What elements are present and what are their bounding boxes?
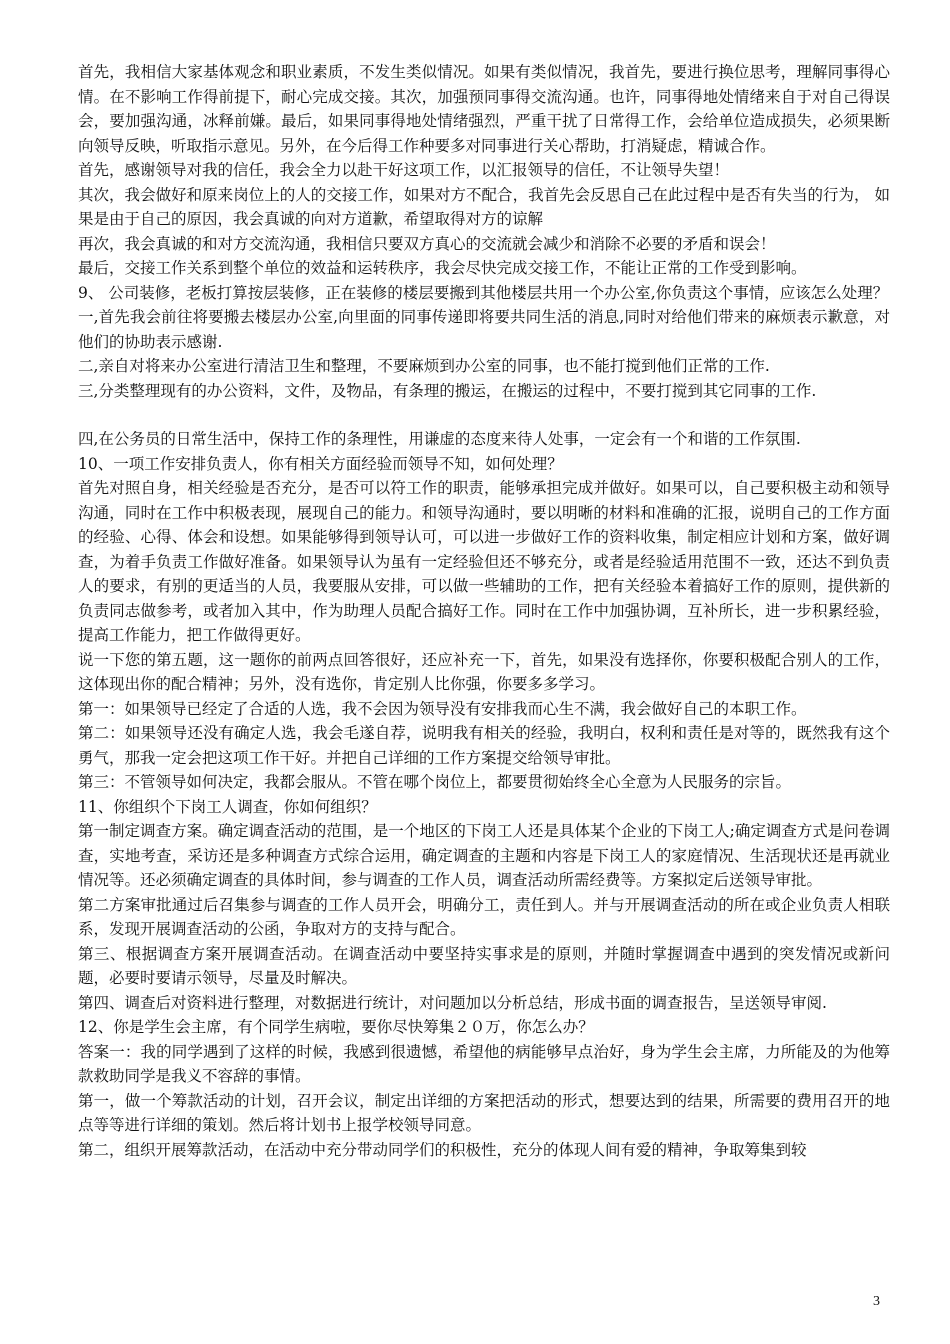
paragraph: 最后，交接工作关系到整个单位的效益和运转秩序，我会尽快完成交接工作，不能让正常的工作受到影响。 — [78, 259, 807, 277]
paragraph: 第二：如果领导还没有确定人选，我会毛遂自荐，说明我有相关的经验，我明白，权利和责任是对等的，既然我有这个勇气，那我一定会把这项工作干好。并把自己详细的工作方案提交给领导审批。 — [78, 724, 890, 767]
question-heading: 9、 公司装修，老板打算按层装修，正在装修的楼层要搬到其他楼层共用一个办公室,你负责这个事情，应该怎么处理？ — [78, 283, 889, 302]
paragraph: 第一：如果领导已经定了合适的人选，我不会因为领导没有安排我而心生不满，我会做好自己的本职工作。 — [78, 699, 807, 718]
question-heading: 11、你组织个下岗工人调查，你如何组织？ — [78, 797, 377, 816]
paragraph: 再次，我会真诚的和对方交流沟通，我相信只要双方真心的交流就会减少和消除不必要的矛盾和误会！ — [78, 234, 776, 253]
paragraph: 第三：不管领导如何决定，我都会服从。不管在哪个岗位上，都要贯彻始终全心全意为人民服务的宗旨。 — [78, 773, 792, 791]
paragraph: 第二方案审批通过后召集参与调查的工作人员开会，明确分工，责任到人。并与开展调查活动的所在或企业负责人相联系，发现开展调查活动的公函，争取对方的支持与配合。 — [78, 895, 890, 938]
paragraph: 首先对照自身，相关经验是否充分，是否可以符工作的职责，能够承担完成并做好。如果可以，自己要积极主动和领导沟通，同时在工作中积极表现，展现自己的能力。和领导沟通时，要以明晰的材料和准确的汇报，说明自己的工作方面的经验、心得、体会和设想。如果能够得到领导认可，可以进一步做好工作的资料收集，制定相应计划和方案，做好调查，为着手负责工作做好准备。如果领导认为虽有一定经验但还不够充分，或者是经验适用范围不一致，还达不到负责人的要求，有别的更适当的人员，我要服从安排，可以做一些辅助的工作，把有关经验本着搞好工作的原则，提供新的负责同志做参考，或者加入其中，作为助理人员配合搞好工作。同时在工作中加强协调，互补所长，进一步积累经验，提高工作能力，把工作做得更好。 — [78, 479, 890, 644]
paragraph: 答案一：我的同学遇到了这样的时候，我感到很遗憾，希望他的病能够早点治好，身为学生会主席，力所能及的为他筹款救助同学是我义不容辞的事情。 — [78, 1042, 890, 1085]
question-heading: 12、你是学生会主席，有个同学生病啦，要你尽快筹集２０万，你怎么办？ — [78, 1018, 594, 1036]
paragraph: 四,在公务员的日常生活中，保持工作的条理性，用谦虚的态度来待人处事，一定会有一个和谐的工作氛围. — [78, 430, 801, 448]
paragraph: 首先，感谢领导对我的信任，我会全力以赴干好这项工作，以汇报领导的信任，不让领导失望！ — [78, 161, 730, 179]
paragraph: 说一下您的第五题，这一题你的前两点回答很好，还应补充一下，首先，如果没有选择你，你要积极配合别人的工作，这体现出你的配合精神；另外，没有选你，肯定别人比你强，你要多多学习。 — [78, 650, 890, 693]
paragraph: 第四、调查后对资料进行整理，对数据进行统计，对问题加以分析总结，形成书面的调查报告，呈送领导审阅. — [78, 993, 827, 1012]
paragraph: 第一制定调查方案。确定调查活动的范围，是一个地区的下岗工人还是具体某个企业的下岗工人;确定调查方式是问卷调查，实地考查，采访还是多种调查方式综合运用，确定调查的主题和内容是下岗工人的家庭情况、生活现状还是再就业情况等。还必须确定调查的具体时间，参与调查的工作人员，调查活动所需经费等。方案拟定后送领导审批。 — [78, 822, 890, 889]
question-heading: 10、一项工作安排负责人，你有相关方面经验而领导不知，如何处理？ — [78, 454, 563, 473]
document-body — [78, 60, 890, 1162]
page-number: 3 — [873, 1294, 880, 1309]
paragraph: 第三、根据调查方案开展调查活动。在调查活动中要坚持实事求是的原则，并随时掌握调查中遇到的突发情况或新问题，必要时要请示领导，尽量及时解决。 — [78, 944, 890, 987]
paragraph: 首先，我相信大家基体观念和职业素质，不发生类似情况。如果有类似情况，我首先，要进行换位思考，理解同事得心情。在不影响工作得前提下，耐心完成交接。其次，加强预同事得交流沟通。也许，同事得地处情绪来自于对自己得误会，要加强沟通，冰释前嫌。最后，如果同事得地处情绪强烈，严重干扰了日常得工作，会给单位造成损失，必须果断向领导反映，听取指示意见。另外，在今后得工作种要多对同事进行关心帮助，打消疑虑，精诚合作。 — [78, 63, 890, 155]
paragraph: 二,亲自对将来办公室进行清洁卫生和整理，不要麻烦到办公室的同事，也不能打搅到他们正常的工作. — [78, 357, 770, 375]
paragraph: 第二，组织开展筹款活动，在活动中充分带动同学们的积极性，充分的体现人间有爱的精神，争取筹集到较 — [78, 1140, 807, 1159]
paragraph: 第一，做一个筹款活动的计划，召开会议，制定出详细的方案把活动的形式，想要达到的结果，所需要的费用召开的地点等等进行详细的策划。然后将计划书上报学校领导同意。 — [78, 1091, 890, 1134]
paragraph: 三,分类整理现有的办公资料，文件，及物品，有条理的搬运，在搬运的过程中，不要打搅到其它同事的工作. — [78, 381, 817, 400]
paragraph: 其次，我会做好和原来岗位上的人的交接工作，如果对方不配合，我首先会反思自己在此过程中是否有失当的行为， 如果是由于自己的原因，我会真诚的向对方道歉，希望取得对方的谅解 — [78, 185, 890, 228]
paragraph: 一,首先我会前往将要搬去楼层办公室,向里面的同事传递即将要共同生活的消息,同时对给他们带来的麻烦表示歉意，对他们的协助表示感谢. — [78, 308, 890, 351]
